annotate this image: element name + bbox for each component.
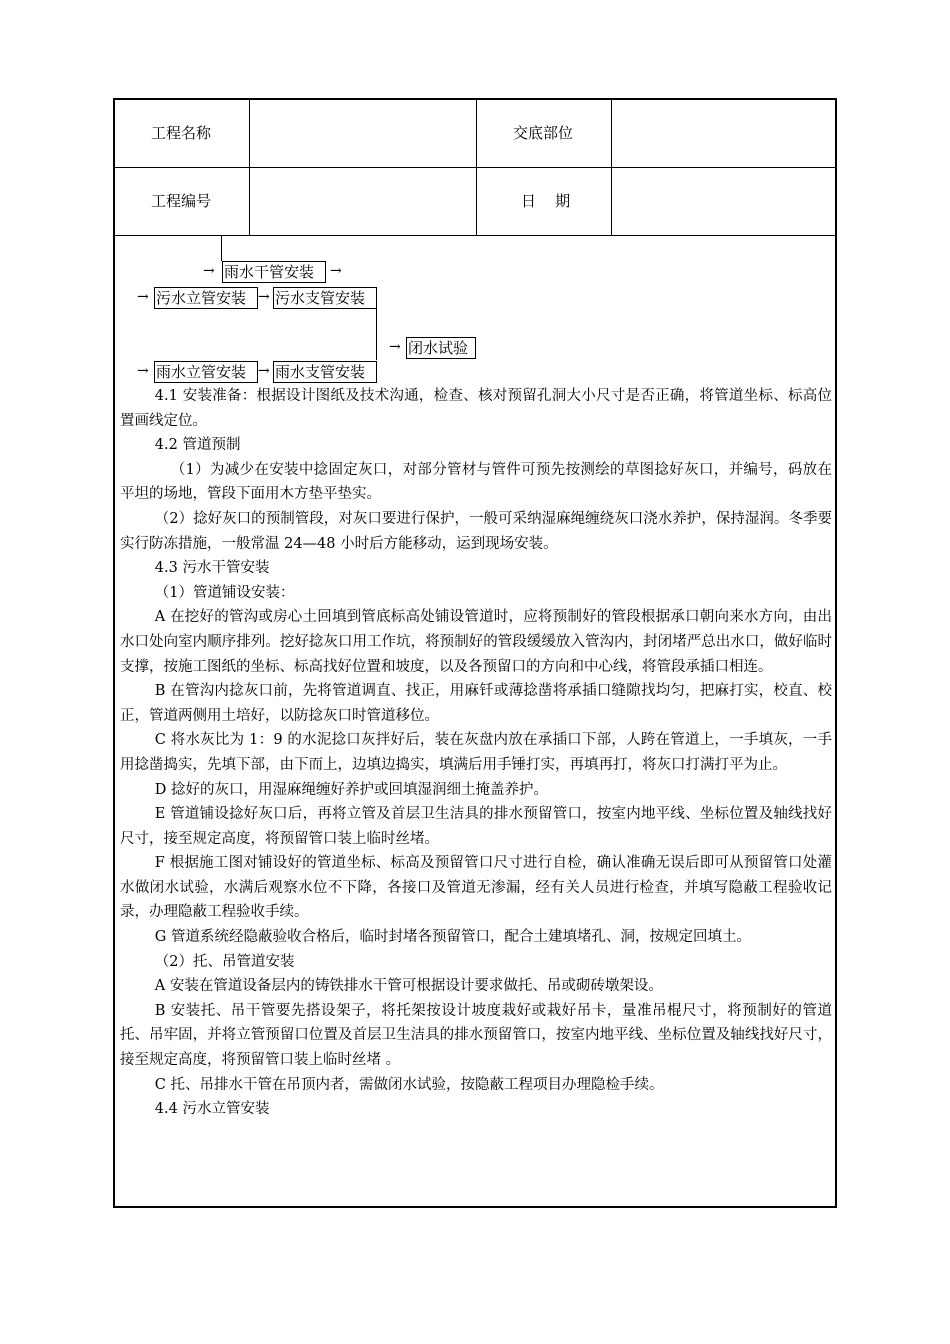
flow-arrow: → xyxy=(258,363,270,379)
content-paragraph: （2）托、吊管道安装 xyxy=(154,953,295,970)
content-paragraph: C 将水灰比为 1：9 的水泥捻口灰拌好后，装在灰盘内放在承插口下部，人跨在管道上，一手填灰，一手用捻凿捣实，先填下部，由下而上，边填边捣实，填满后用手锤打实，再填再打，将灰口打满打平为止。 xyxy=(120,732,832,773)
flow-arrow: → xyxy=(389,339,401,355)
flow-arrow: → xyxy=(258,289,270,305)
project-name-label: 工程名称 xyxy=(151,124,212,142)
content-paragraph: （2）捻好灰口的预制管段，对灰口要进行保护，一般可采纳湿麻绳缠绕灰口浇水养护，保持湿润。冬季要实行防冻措施，一般常温 24—48 小时后方能移动，运到现场安装。 xyxy=(120,510,832,552)
content-paragraph: A 安装在管道设备层内的铸铁排水干管可根据设计要求做托、吊或砌砖墩架设。 xyxy=(154,978,663,995)
content-paragraph: G 管道系统经隐蔽验收合格后，临时封堵各预留管口，配合土建填堵孔、洞，按规定回填土。 xyxy=(154,929,751,946)
row-divider xyxy=(115,167,835,168)
content-paragraph: 4.1 安装准备：根据设计图纸及技术沟通，检查、核对预留孔洞大小尺寸是否正确，将管道坐标、标高位置画线定位。 xyxy=(120,388,832,429)
handover-content xyxy=(120,384,832,1122)
date-label: 日 期 xyxy=(521,192,571,210)
row-divider xyxy=(115,235,835,236)
flow-arrow: → xyxy=(137,289,149,305)
rain-branch-install-box: 雨水支管安装 xyxy=(273,361,377,383)
content-paragraph: A 在挖好的管沟或房心土回填到管底标高处铺设管道时，应将预制好的管段根据承口朝向来水方向，由出水口处向室内顺序排列。挖好捻灰口用工作坑，将预制好的管段缓缓放入管沟内，封闭堵严总出水口，做好临时支撑，按施工图纸的坐标、标高找好位置和坡度，以及各预留口的方向和中心线，将管段承插口相连。 xyxy=(120,609,832,675)
column-divider xyxy=(249,100,250,235)
content-paragraph: 4.3 污水干管安装 xyxy=(154,560,270,577)
flow-arrow: → xyxy=(137,363,149,379)
column-divider xyxy=(611,100,612,235)
sewage-riser-install-box: 污水立管安装 xyxy=(154,287,258,309)
content-paragraph: E 管道铺设捻好灰口后，再将立管及首层卫生洁具的排水预留管口，按室内地平线、坐标位置及轴线找好尺寸，接至规定高度，将预留管口装上临时丝堵。 xyxy=(120,806,832,847)
content-paragraph: D 捻好的灰口，用湿麻绳缠好养护或回填湿润细土掩盖养护。 xyxy=(154,781,549,798)
content-paragraph: F 根据施工图对铺设好的管道坐标、标高及预留管口尺寸进行自检，确认准确无误后即可从预留管口处灌水做闭水试验，水满后观察水位不下降，各接口及管道无渗漏，经有关人员进行检查，并填写隐蔽工程验收记录，办理隐蔽工程验收手续。 xyxy=(120,855,832,921)
content-paragraph: 4.4 污水立管安装 xyxy=(154,1101,270,1118)
flow-arrow: → xyxy=(330,263,342,279)
sewage-branch-install-box: 污水支管安装 xyxy=(273,287,377,309)
flow-connector xyxy=(221,235,222,261)
content-paragraph: B 安装托、吊干管要先搭设架子，将托架按设计坡度栽好或栽好吊卡，量准吊棍尺寸，将预制好的管道托、吊牢固，并将立管预留口位置及首层卫生洁具的排水预留管口，按室内地平线、坐标位置及轴线找好尺寸，接至规定高度，将预留管口装上临时丝堵 。 xyxy=(120,1002,832,1069)
project-no-label: 工程编号 xyxy=(151,192,212,210)
content-paragraph: （1）为减少在安装中捻固定灰口，对部分管材与管件可预先按测绘的草图捻好灰口，并编号，码放在平坦的场地，管段下面用木方垫平垫实。 xyxy=(120,461,832,503)
handover-part-label: 交底部位 xyxy=(513,124,574,142)
content-paragraph: B 在管沟内捻灰口前，先将管道调直、找正，用麻钎或薄捻凿将承插口缝隙找均匀，把麻打实，校直、校正，管道两侧用土培好，以防捻灰口时管道移位。 xyxy=(120,683,832,724)
water-closure-test-box: 闭水试验 xyxy=(406,337,476,359)
content-paragraph: （1）管道铺设安装： xyxy=(154,584,295,601)
content-paragraph: 4.2 管道预制 xyxy=(154,437,241,454)
column-divider xyxy=(476,100,477,235)
content-paragraph: C 托、吊排水干管在吊顶内者，需做闭水试验，按隐蔽工程项目办理隐检手续。 xyxy=(154,1076,664,1093)
rain-riser-install-box: 雨水立管安装 xyxy=(154,361,258,383)
flow-arrow: → xyxy=(203,263,215,279)
rain-main-install-box: 雨水干管安装 xyxy=(222,261,326,283)
flow-connector xyxy=(376,308,377,360)
